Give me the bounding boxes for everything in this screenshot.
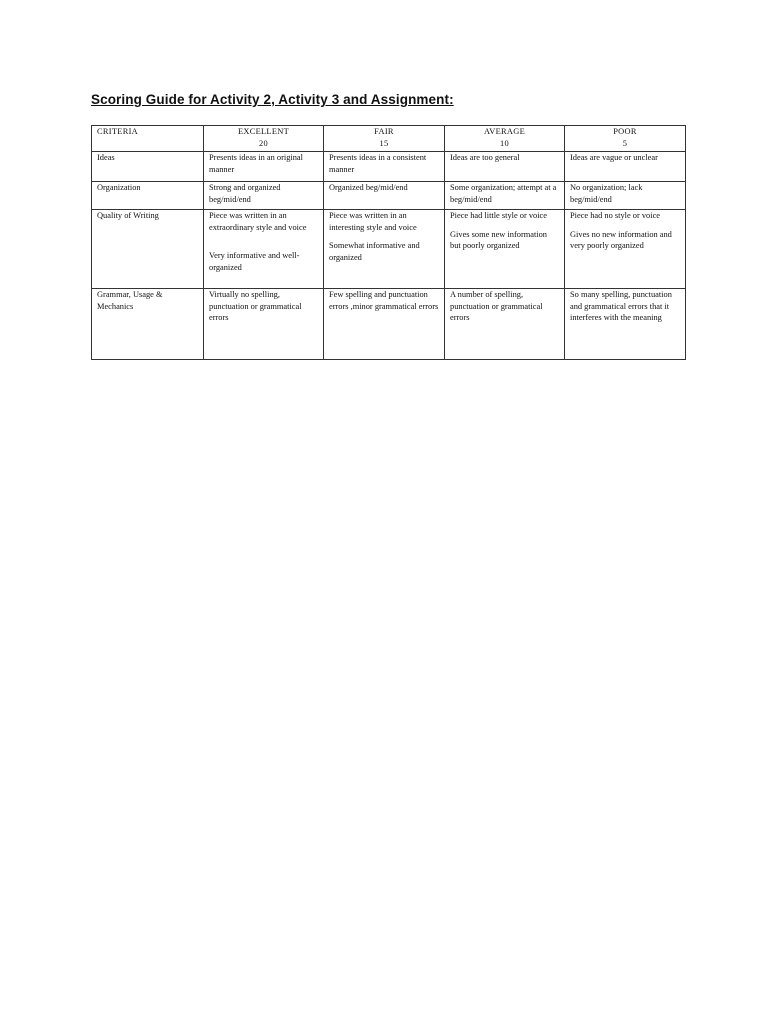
rubric-cell	[565, 210, 686, 289]
rubric-cell: Ideas are vague or unclear	[565, 152, 686, 182]
level-points: 15	[379, 138, 389, 148]
cell-text: Gives some new information but poorly organized	[450, 229, 547, 251]
level-header-excellent	[204, 126, 324, 152]
page-title: Scoring Guide for Activity 2, Activity 3 and Assignment:	[91, 92, 454, 107]
rubric-cell: A number of spelling, punctuation or grammatical errors	[445, 289, 565, 360]
level-header-poor	[565, 126, 686, 152]
criterion-cell: Quality of Writing	[92, 210, 204, 289]
header-row	[92, 126, 686, 152]
table-row	[92, 289, 686, 360]
rubric-cell	[204, 210, 324, 289]
cell-text: Piece had little style or voice	[450, 211, 547, 220]
criterion-cell: Ideas	[92, 152, 204, 182]
table-row	[92, 182, 686, 210]
rubric-cell: Some organization; attempt at a beg/mid/end	[445, 182, 565, 210]
table-row	[92, 152, 686, 182]
rubric-cell: Few spelling and punctuation errors ,minor grammatical errors	[324, 289, 445, 360]
scoring-rubric-table	[91, 125, 686, 360]
rubric-cell: Ideas are too general	[445, 152, 565, 182]
level-label: AVERAGE	[483, 127, 526, 136]
rubric-cell: Organized beg/mid/end	[324, 182, 445, 210]
level-header-fair	[324, 126, 445, 152]
level-label: FAIR	[374, 127, 394, 136]
criterion-cell: Grammar, Usage & Mechanics	[92, 289, 204, 360]
level-header-average	[445, 126, 565, 152]
rubric-cell: Strong and organized beg/mid/end	[204, 182, 324, 210]
cell-text: Gives no new information and very poorly organized	[570, 229, 672, 251]
rubric-cell: No organization; lack beg/mid/end	[565, 182, 686, 210]
rubric-cell: So many spelling, punctuation and grammatical errors that it interferes with the meaning	[565, 289, 686, 360]
criterion-cell: Organization	[92, 182, 204, 210]
rubric-cell	[445, 210, 565, 289]
rubric-cell: Virtually no spelling, punctuation or grammatical errors	[204, 289, 324, 360]
level-points: 5	[622, 138, 628, 148]
criteria-header: CRITERIA	[92, 126, 204, 152]
level-label: POOR	[613, 127, 637, 136]
cell-text: Piece was written in an interesting style and voice	[329, 211, 417, 232]
rubric-cell: Presents ideas in an original manner	[204, 152, 324, 182]
cell-text: Piece was written in an extraordinary style and voice	[209, 211, 307, 232]
level-points: 20	[259, 138, 268, 148]
level-points: 10	[500, 138, 509, 148]
cell-text: Piece had no style or voice	[570, 211, 661, 220]
cell-text: Very informative and well-organized	[209, 251, 300, 272]
level-label: EXCELLENT	[237, 127, 290, 136]
cell-text: Somewhat informative and organized	[329, 241, 420, 262]
table-row	[92, 210, 686, 289]
rubric-cell: Presents ideas in a consistent manner	[324, 152, 445, 182]
rubric-cell	[324, 210, 445, 289]
